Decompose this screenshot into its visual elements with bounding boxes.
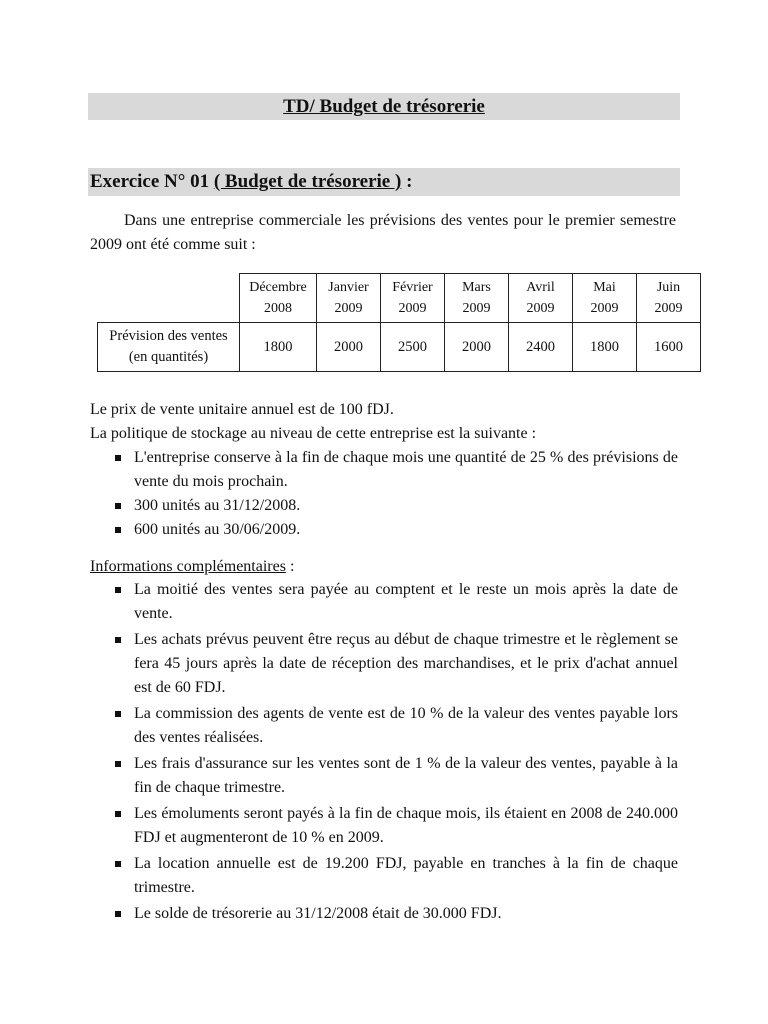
month-year: 2009 — [462, 301, 491, 316]
list-item — [90, 852, 678, 900]
exercise-colon: : — [401, 171, 413, 192]
month-year: 2009 — [334, 301, 363, 316]
list-item — [90, 578, 678, 626]
exercise-subtitle: ( Budget de trésorerie ) — [213, 171, 402, 192]
table-header-cell — [445, 274, 509, 323]
month-name: Janvier — [328, 280, 369, 295]
month-year: 2009 — [654, 301, 683, 316]
list-item — [90, 518, 678, 542]
list-item-text: La commission des agents de vente est de 10 % de la valeur des ventes payable lors des ventes réalisées. — [134, 705, 678, 746]
table-row — [98, 323, 701, 372]
table-header-cell — [509, 274, 573, 323]
month-name: Février — [392, 280, 433, 295]
row-label-unit: (en quantités) — [128, 349, 209, 365]
month-year: 2009 — [590, 301, 619, 316]
table-header-cell — [317, 274, 381, 323]
table-cell: 1800 — [573, 323, 637, 372]
info-list — [90, 578, 678, 926]
table-header-cell — [240, 274, 317, 323]
list-item-text: Le solde de trésorerie au 31/12/2008 était de 30.000 FDJ. — [134, 905, 502, 922]
exercise-label: Exercice N° 01 — [90, 171, 214, 192]
square-bullet-icon — [115, 455, 121, 461]
square-bullet-icon — [115, 911, 121, 917]
table-cell: 2000 — [445, 323, 509, 372]
square-bullet-icon — [115, 637, 121, 643]
row-label-cell — [98, 323, 240, 372]
square-bullet-icon — [115, 861, 121, 867]
month-year: 2009 — [398, 301, 427, 316]
list-item — [90, 802, 678, 850]
table-cell: 1600 — [637, 323, 701, 372]
square-bullet-icon — [115, 811, 121, 817]
table-header-cell — [573, 274, 637, 323]
list-item — [90, 628, 678, 700]
stock-policy-line: La politique de stockage au niveau de cette entreprise est la suivante : — [90, 425, 537, 442]
intro-paragraph — [90, 209, 676, 257]
square-bullet-icon — [115, 527, 121, 533]
list-item-text: La moitié des ventes sera payée au comptent et le reste un mois après la date de vente. — [134, 581, 678, 622]
table-header-cell — [381, 274, 445, 323]
month-name: Mai — [593, 280, 616, 295]
month-year: 2008 — [264, 301, 292, 316]
info-heading-line — [90, 555, 680, 579]
document-title: TD/ Budget de trésorerie — [283, 96, 485, 117]
square-bullet-icon — [115, 761, 121, 767]
list-item — [90, 446, 678, 494]
table-cell: 1800 — [240, 323, 317, 372]
month-year: 2009 — [526, 301, 555, 316]
intro-text: Dans une entreprise commerciale les prévisions des ventes pour le premier semestre 2009 ont été comme suit : — [90, 212, 676, 253]
month-name: Avril — [526, 280, 555, 295]
square-bullet-icon — [115, 711, 121, 717]
table-cell: 2400 — [509, 323, 573, 372]
price-line: Le prix de vente unitaire annuel est de 100 fDJ. — [90, 401, 394, 418]
list-item-text: Les émoluments seront payés à la fin de chaque mois, ils étaient en 2008 de 240.000 FDJ et augmenteront de 10 % en 2009. — [134, 805, 678, 846]
list-item — [90, 902, 678, 926]
row-label-line: Prévision des ventes — [109, 328, 228, 344]
info-heading: Informations complémentaires — [90, 558, 286, 575]
list-item-text: Les frais d'assurance sur les ventes sont de 1 % de la valeur des ventes, payable à la fin de chaque trimestre. — [134, 755, 678, 796]
table-header-cell — [637, 274, 701, 323]
sales-forecast-table — [97, 273, 701, 372]
stock-policy-list — [90, 446, 678, 542]
square-bullet-icon — [115, 503, 121, 509]
list-item-text: La location annuelle est de 19.200 FDJ, payable en tranches à la fin de chaque trimestre. — [134, 855, 678, 896]
month-name: Décembre — [249, 280, 307, 295]
month-name: Mars — [462, 280, 491, 295]
list-item — [90, 702, 678, 750]
table-cell: 2500 — [381, 323, 445, 372]
table-cell: 2000 — [317, 323, 381, 372]
list-item-text: 600 unités au 30/06/2009. — [134, 521, 301, 538]
table-corner-cell — [98, 274, 240, 323]
list-item — [90, 494, 678, 518]
info-heading-colon: : — [285, 558, 295, 575]
list-item-text: 300 unités au 31/12/2008. — [134, 497, 301, 514]
list-item-text: L'entreprise conserve à la fin de chaque mois une quantité de 25 % des prévisions de vente du mois prochain. — [134, 449, 678, 490]
document-title-band — [88, 93, 680, 120]
list-item — [90, 752, 678, 800]
table-header-row — [98, 274, 701, 323]
exercise-heading-band — [88, 168, 680, 196]
month-name: Juin — [656, 280, 681, 295]
list-item-text: Les achats prévus peuvent être reçus au début de chaque trimestre et le règlement se fera 45 jours après la date de réception des marchandises, et le prix d'achat annuel est de 60 FDJ. — [134, 631, 678, 696]
square-bullet-icon — [115, 587, 121, 593]
